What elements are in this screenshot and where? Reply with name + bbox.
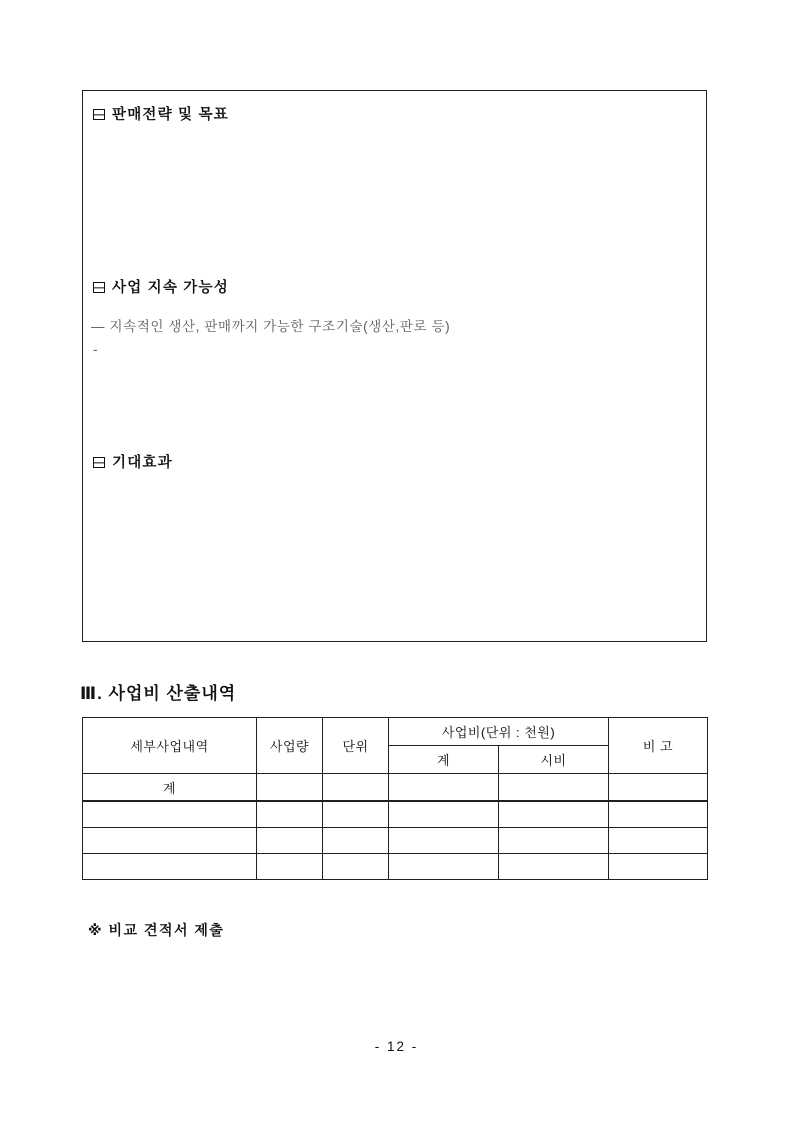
page-title: Ⅲ. 사업비 산출내역: [80, 684, 237, 703]
cell-note[interactable]: [609, 854, 708, 880]
cell-unit[interactable]: [323, 854, 389, 880]
cell-unit[interactable]: [323, 801, 389, 828]
section-heading-label: 판매전략 및 목표: [112, 107, 229, 123]
column-header-cost-group: 사업비(단위 : 천원): [389, 718, 609, 746]
cell-note[interactable]: [609, 801, 708, 828]
cell-note[interactable]: [609, 828, 708, 854]
sustainability-body-line-2: -: [93, 342, 99, 357]
cell-quantity[interactable]: [257, 801, 323, 828]
cell-quantity[interactable]: [257, 828, 323, 854]
table-footnote: ※ 비교 견적서 제출: [88, 922, 225, 938]
column-header-cost-city: 시비: [499, 746, 609, 774]
budget-breakdown-table: [82, 717, 708, 880]
square-bullet-icon: [93, 457, 105, 468]
section-heading-expected-effect: [93, 451, 173, 472]
section-heading-sales-strategy: [93, 103, 229, 124]
free-form-content-box: [82, 90, 707, 642]
cell-unit[interactable]: [323, 828, 389, 854]
column-header-cost-sum: 계: [389, 746, 499, 774]
table-row: [83, 774, 708, 802]
column-header-unit: 단위: [323, 718, 389, 774]
cell-detail[interactable]: [83, 828, 257, 854]
cell-detail[interactable]: 계: [83, 774, 257, 802]
square-bullet-icon: [93, 109, 105, 120]
cell-cost-sum[interactable]: [389, 828, 499, 854]
section-heading-sustainability: [93, 276, 229, 297]
section-heading-label: 사업 지속 가능성: [112, 280, 229, 296]
cell-cost-city[interactable]: [499, 828, 609, 854]
column-header-note: 비 고: [609, 718, 708, 774]
cell-cost-city[interactable]: [499, 854, 609, 880]
column-header-quantity: 사업량: [257, 718, 323, 774]
cell-detail[interactable]: [83, 801, 257, 828]
cell-unit[interactable]: [323, 774, 389, 802]
cell-cost-sum[interactable]: [389, 854, 499, 880]
square-bullet-icon: [93, 282, 105, 293]
table-row: [83, 854, 708, 880]
cell-cost-sum[interactable]: [389, 774, 499, 802]
sustainability-body-line-1: ― 지속적인 생산, 판매까지 가능한 구조기술(생산,판로 등): [91, 319, 451, 334]
cell-quantity[interactable]: [257, 774, 323, 802]
section-heading-label: 기대효과: [112, 455, 173, 471]
cell-quantity[interactable]: [257, 854, 323, 880]
cell-cost-city[interactable]: [499, 801, 609, 828]
cell-note[interactable]: [609, 774, 708, 802]
page-number: - 12 -: [374, 1039, 419, 1054]
column-header-detail: 세부사업내역: [83, 718, 257, 774]
cell-detail[interactable]: [83, 854, 257, 880]
table-header-row-top: [83, 718, 708, 746]
table-row: [83, 801, 708, 828]
cell-cost-sum[interactable]: [389, 801, 499, 828]
table-row: [83, 828, 708, 854]
cell-cost-city[interactable]: [499, 774, 609, 802]
